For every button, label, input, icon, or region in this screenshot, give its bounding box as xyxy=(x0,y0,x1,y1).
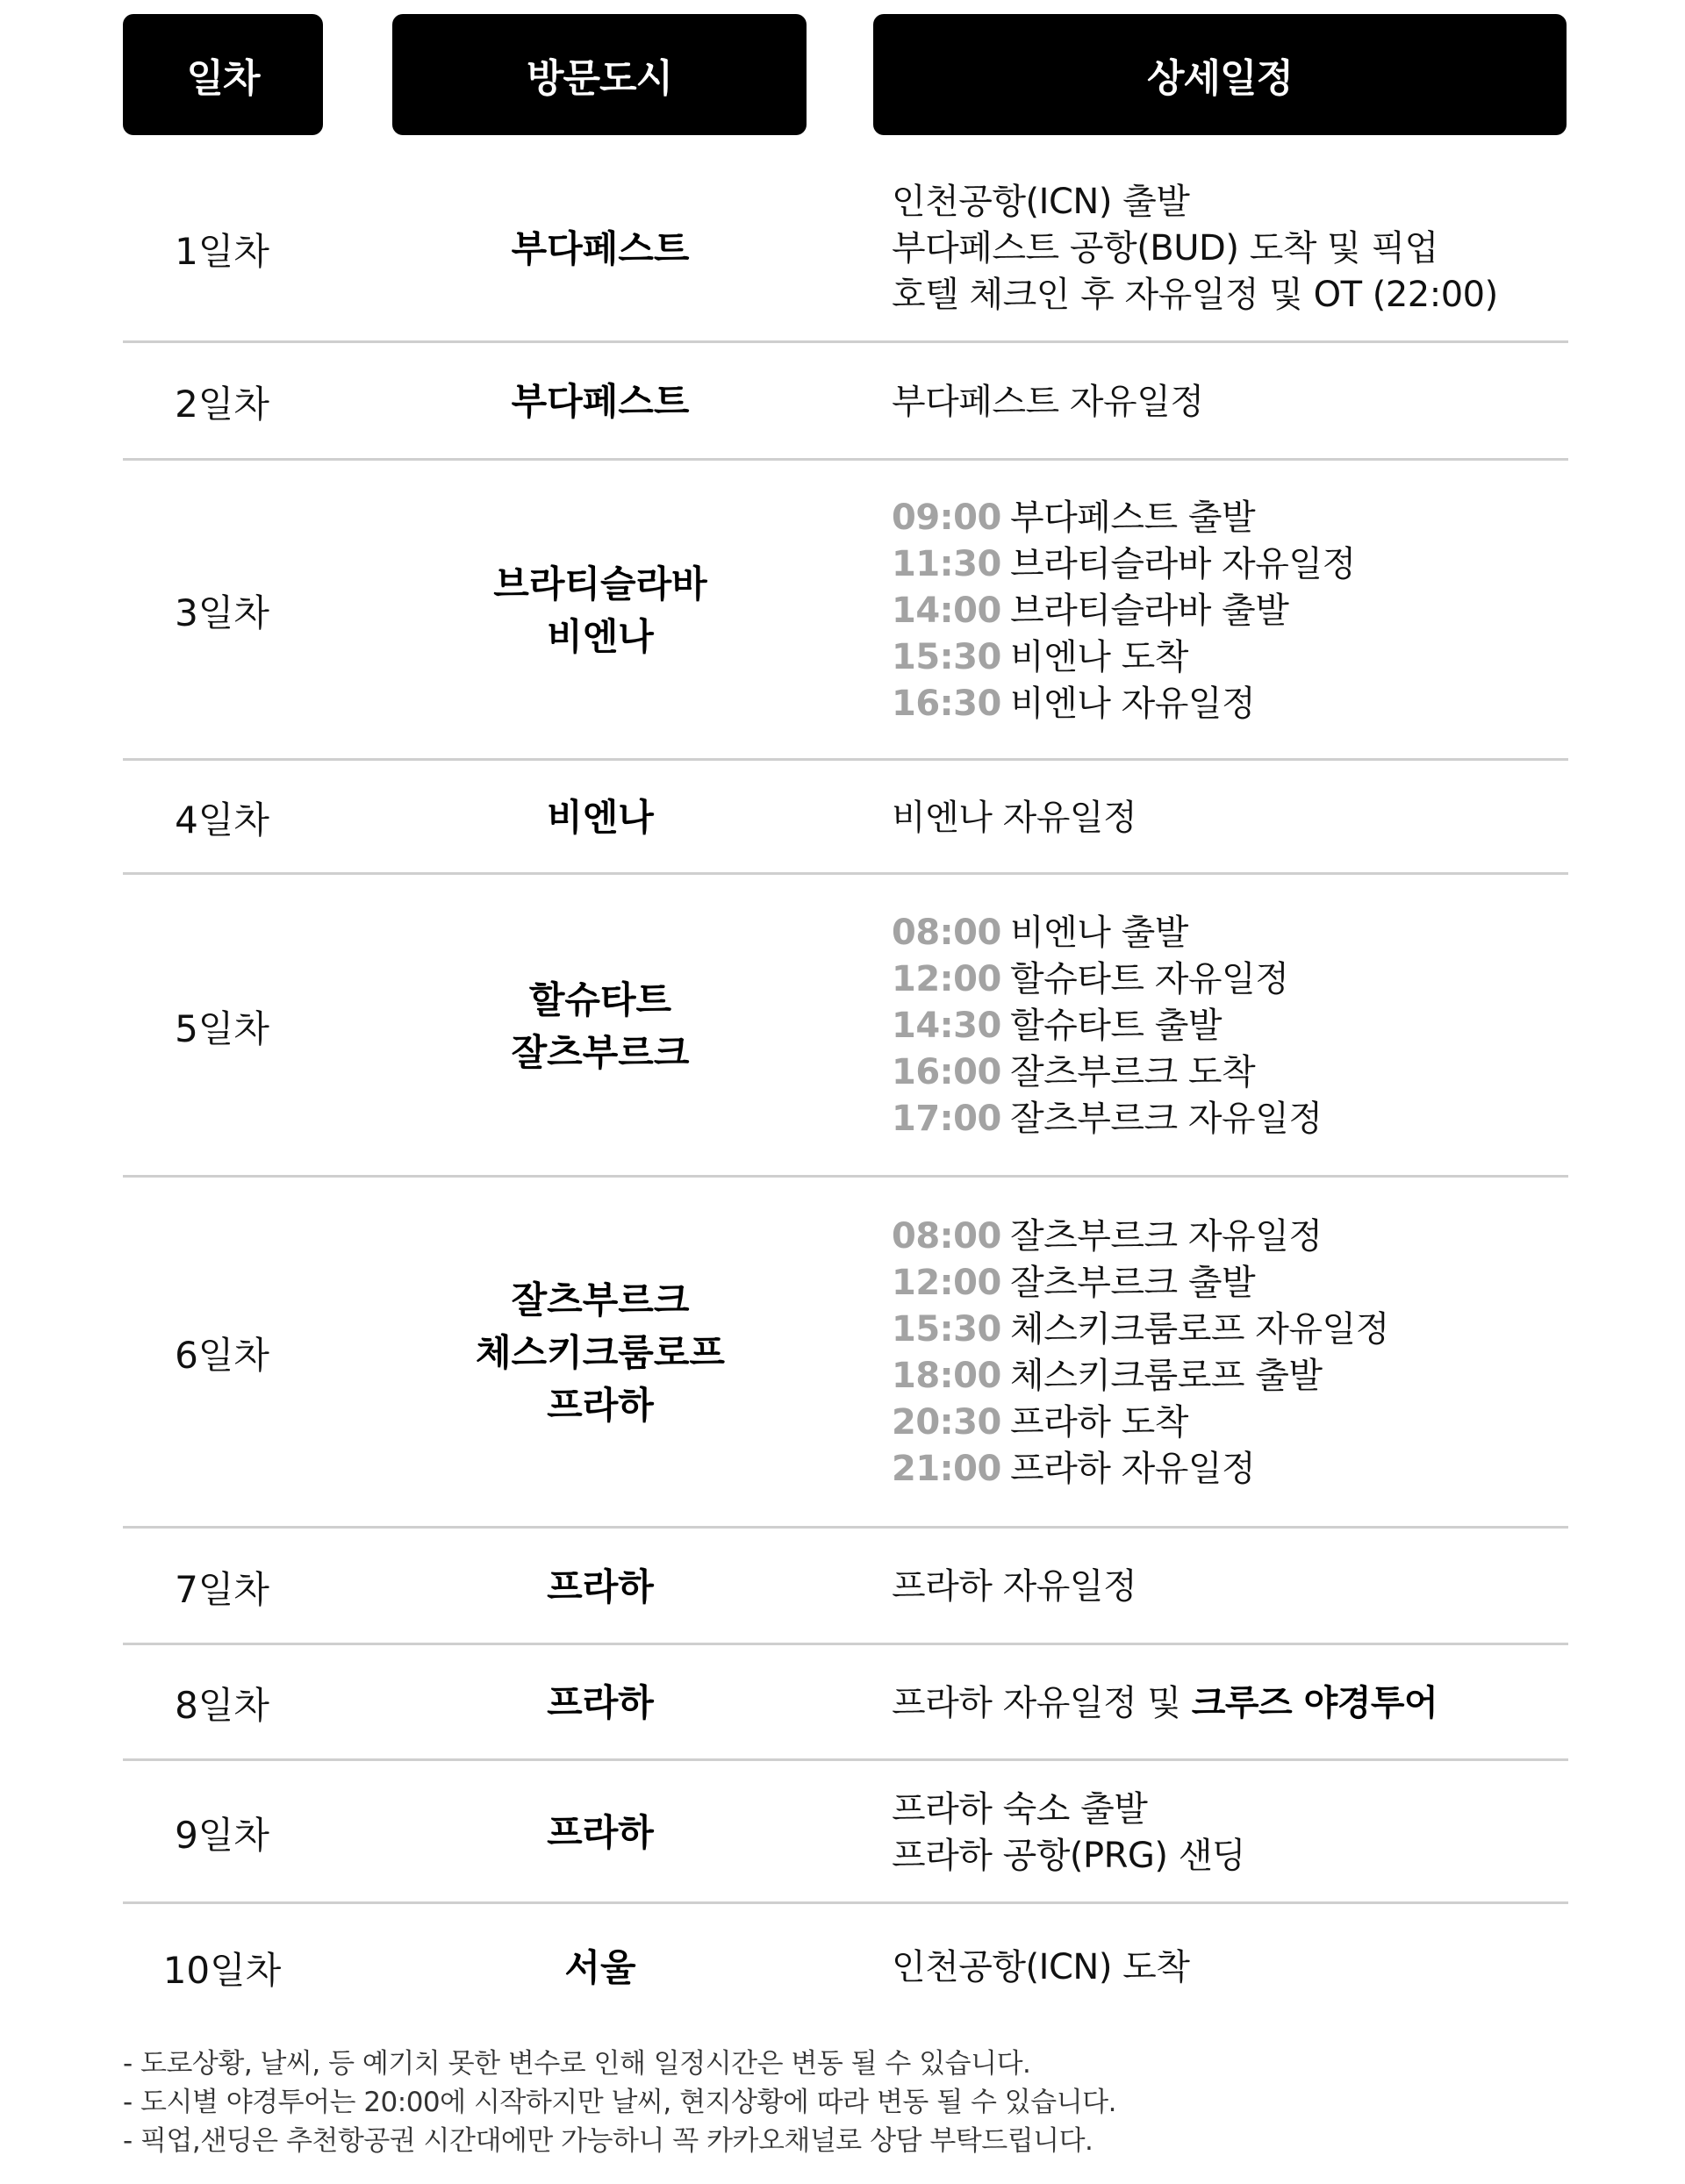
detail-text: 할슈타트 자유일정 xyxy=(1010,959,1289,999)
city-name: 잘츠부르크 xyxy=(511,1278,690,1321)
city-name: 비엔나 xyxy=(547,796,654,839)
table-row xyxy=(123,875,1568,1178)
detail-line xyxy=(892,910,1568,956)
time-label: 11:30 xyxy=(892,543,1001,584)
detail-line xyxy=(892,541,1568,588)
time-label: 16:30 xyxy=(892,683,1001,724)
detail-text: 브라티슬라바 출발 xyxy=(1010,590,1289,631)
city-cell xyxy=(393,875,807,1178)
time-label: 16:00 xyxy=(892,1052,1001,1092)
detail-line xyxy=(892,1003,1568,1049)
city-name: 할슈타트 xyxy=(528,977,672,1021)
city-name: 부다페스트 xyxy=(511,226,690,270)
day-cell: 7일차 xyxy=(175,1567,269,1611)
time-label: 14:30 xyxy=(892,1006,1001,1046)
day-cell: 3일차 xyxy=(175,591,269,634)
time-label: 14:00 xyxy=(892,590,1001,631)
city-name: 비엔나 xyxy=(547,615,654,658)
table-row xyxy=(123,343,1568,461)
detail-text: 프라하 자유일정 xyxy=(892,1566,1137,1607)
day-cell: 9일차 xyxy=(175,1813,269,1857)
detail-line xyxy=(892,1307,1568,1353)
detail-line xyxy=(892,272,1568,319)
detail-line xyxy=(892,226,1568,272)
city-name: 브라티슬라바 xyxy=(493,562,707,605)
detail-line xyxy=(892,1353,1568,1400)
city-name: 잘츠부르크 xyxy=(511,1030,690,1074)
detail-line xyxy=(892,179,1568,226)
time-label: 20:30 xyxy=(892,1402,1001,1443)
detail-cell xyxy=(892,1645,1568,1761)
detail-text: 프라하 도착 xyxy=(1010,1402,1188,1443)
detail-line xyxy=(892,1680,1568,1727)
detail-text: 비엔나 자유일정 xyxy=(1010,683,1256,724)
detail-text: 프라하 공항(PRG) 샌딩 xyxy=(892,1835,1246,1876)
city-cell xyxy=(393,1761,807,1904)
detail-cell xyxy=(892,1529,1568,1645)
detail-line xyxy=(892,1944,1568,1991)
note-line: - 도로상황, 날씨, 등 예기치 못한 변수로 인해 일정시간은 변동 될 수 있습니다. xyxy=(123,2048,1031,2080)
detail-text: 브라티슬라바 자유일정 xyxy=(1010,543,1356,584)
day-cell: 6일차 xyxy=(175,1334,269,1377)
detail-text: 비엔나 자유일정 xyxy=(892,797,1137,838)
city-name: 프라하 xyxy=(547,1384,654,1427)
day-cell: 2일차 xyxy=(175,383,269,426)
city-cell xyxy=(393,461,807,761)
detail-text: 잘츠부르크 자유일정 xyxy=(1010,1216,1323,1257)
city-cell xyxy=(393,1178,807,1529)
header-city: 방문도시 xyxy=(392,14,807,135)
city-name: 부다페스트 xyxy=(511,380,690,423)
detail-text: 부다페스트 출발 xyxy=(1010,497,1256,538)
table-row xyxy=(123,1178,1568,1529)
detail-line xyxy=(892,1446,1568,1493)
detail-line xyxy=(892,1400,1568,1446)
table-row xyxy=(123,154,1568,343)
detail-line xyxy=(892,795,1568,841)
detail-line xyxy=(892,1096,1568,1142)
detail-text: 인천공항(ICN) 출발 xyxy=(892,182,1190,222)
header-day: 일차 xyxy=(123,14,323,135)
table-row xyxy=(123,761,1568,875)
time-label: 12:00 xyxy=(892,959,1001,999)
detail-cell xyxy=(892,1761,1568,1904)
detail-line xyxy=(892,1260,1568,1307)
city-cell xyxy=(393,1904,807,2031)
table-row xyxy=(123,1904,1568,2031)
time-label: 15:30 xyxy=(892,1309,1001,1350)
table-row xyxy=(123,1645,1568,1761)
detail-line xyxy=(892,1049,1568,1096)
detail-highlight: 크루즈 야경투어 xyxy=(1191,1682,1438,1723)
city-name: 프라하 xyxy=(547,1810,654,1854)
detail-text: 잘츠부르크 도착 xyxy=(1010,1052,1256,1092)
detail-text: 프라하 자유일정 xyxy=(1010,1449,1256,1489)
notes xyxy=(123,2044,1615,2160)
detail-text: 할슈타트 출발 xyxy=(1010,1006,1223,1046)
detail-line xyxy=(892,956,1568,1003)
detail-text: 프라하 자유일정 및 xyxy=(892,1682,1192,1723)
detail-cell xyxy=(892,461,1568,761)
detail-cell xyxy=(892,343,1568,461)
time-label: 17:00 xyxy=(892,1099,1001,1139)
detail-text: 인천공항(ICN) 도착 xyxy=(892,1947,1190,1987)
header-detail: 상세일정 xyxy=(873,14,1567,135)
detail-text: 비엔나 도착 xyxy=(1010,636,1188,677)
detail-text: 체스키크룸로프 자유일정 xyxy=(1010,1309,1389,1350)
day-cell: 10일차 xyxy=(162,1948,282,1992)
detail-text: 비엔나 출발 xyxy=(1010,913,1188,953)
detail-line xyxy=(892,588,1568,634)
detail-text: 잘츠부르크 출발 xyxy=(1010,1263,1256,1303)
city-name: 서울 xyxy=(564,1945,636,1989)
detail-line xyxy=(892,1564,1568,1610)
day-cell: 4일차 xyxy=(175,798,269,841)
detail-cell xyxy=(892,1904,1568,2031)
table-row xyxy=(123,1761,1568,1904)
time-label: 08:00 xyxy=(892,913,1001,953)
detail-line xyxy=(892,495,1568,541)
city-name: 프라하 xyxy=(547,1565,654,1608)
city-cell xyxy=(393,1529,807,1645)
note-line: - 픽업,샌딩은 추천항공권 시간대에만 가능하니 꼭 카카오채널로 상담 부탁드립니다. xyxy=(123,2125,1093,2157)
detail-text: 잘츠부르크 자유일정 xyxy=(1010,1099,1323,1139)
city-name: 프라하 xyxy=(547,1681,654,1724)
city-cell xyxy=(393,761,807,875)
day-cell: 5일차 xyxy=(175,1006,269,1050)
time-label: 15:30 xyxy=(892,636,1001,677)
detail-text: 호텔 체크인 후 자유일정 및 OT (22:00) xyxy=(892,275,1498,315)
city-name: 체스키크룸로프 xyxy=(475,1331,725,1374)
time-label: 18:00 xyxy=(892,1356,1001,1396)
detail-line xyxy=(892,379,1568,426)
detail-text: 체스키크룸로프 출발 xyxy=(1010,1356,1323,1396)
table-row xyxy=(123,1529,1568,1645)
detail-line xyxy=(892,1214,1568,1260)
detail-cell xyxy=(892,875,1568,1178)
detail-cell xyxy=(892,1178,1568,1529)
detail-text: 부다페스트 공항(BUD) 도착 및 픽업 xyxy=(892,228,1438,269)
city-cell xyxy=(393,154,807,343)
day-cell: 1일차 xyxy=(175,229,269,273)
detail-text: 부다페스트 자유일정 xyxy=(892,381,1204,422)
city-cell xyxy=(393,343,807,461)
detail-line xyxy=(892,634,1568,681)
time-label: 09:00 xyxy=(892,497,1001,538)
detail-cell xyxy=(892,761,1568,875)
detail-cell xyxy=(892,154,1568,343)
detail-line xyxy=(892,1787,1568,1833)
time-label: 12:00 xyxy=(892,1263,1001,1303)
detail-text: 프라하 숙소 출발 xyxy=(892,1788,1148,1830)
time-label: 08:00 xyxy=(892,1216,1001,1257)
note-line: - 도시별 야경투어는 20:00에 시작하지만 날씨, 현지상황에 따라 변동 될 수 있습니다. xyxy=(123,2087,1116,2118)
city-cell xyxy=(393,1645,807,1761)
detail-line xyxy=(892,681,1568,727)
detail-line xyxy=(892,1833,1568,1880)
time-label: 21:00 xyxy=(892,1449,1001,1489)
day-cell: 8일차 xyxy=(175,1684,269,1727)
table-row xyxy=(123,461,1568,761)
